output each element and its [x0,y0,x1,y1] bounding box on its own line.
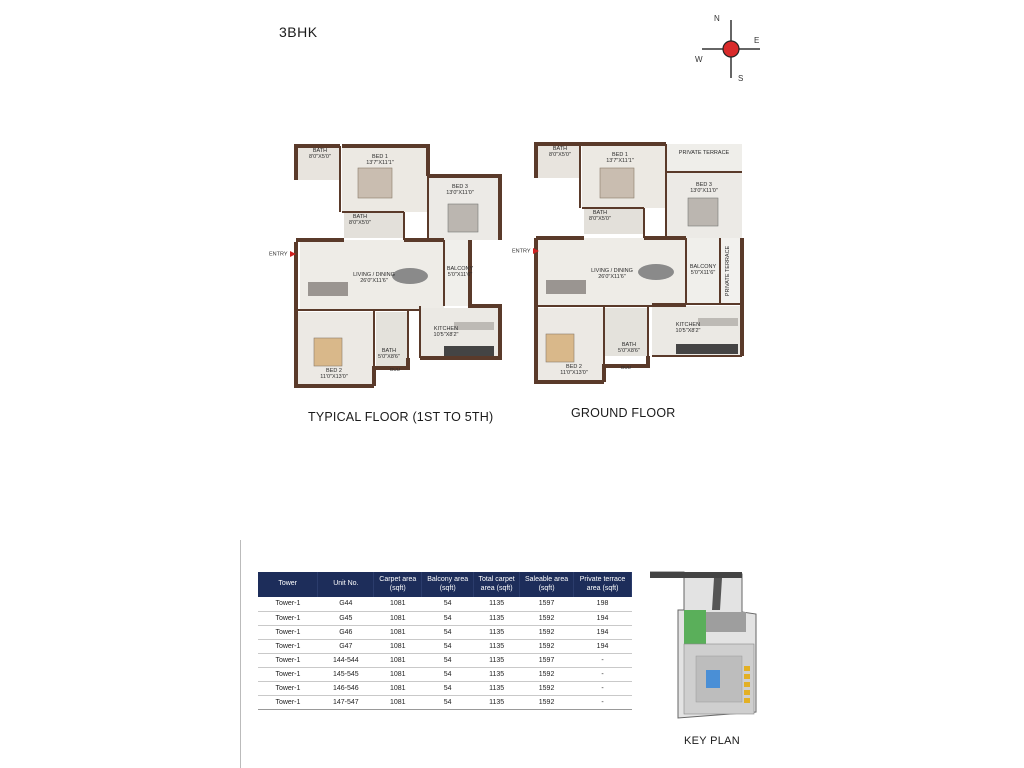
table-cell: 1592 [520,667,574,681]
room-label: PRIVATE TERRACE [725,245,731,297]
table-cell: 54 [422,639,474,653]
table-cell: 1135 [474,597,520,611]
room-label: BATH [621,342,637,348]
table-row [258,611,632,625]
room-dimension: 10'5"X8'2" [433,332,459,338]
room-label: BATH [381,348,397,354]
room-dimension: 5'0"X8'6" [618,348,640,354]
table-header: Unit No. [318,572,374,597]
room-dimension: 26'0"X11'6" [598,274,626,280]
table-cell: Tower-1 [258,611,318,625]
room-dimension: 13'7"X11'1" [366,160,394,166]
duct-label: DUU [390,367,400,372]
page-title: 3BHK [279,24,318,40]
table-cell: Tower-1 [258,681,318,695]
table-cell: 54 [422,625,474,639]
room-dimension: 11'0"X13'0" [320,374,348,380]
entry-label: ENTRY [269,251,288,258]
room-label: BALCONY [689,264,717,270]
table-cell: - [574,667,632,681]
table-header: Private terrace area (sqft) [574,572,632,597]
room-label: BATH [552,146,568,152]
room-dimension: 11'0"X13'0" [560,370,588,376]
table-row [258,695,632,709]
room-label: BED 2 [326,368,342,374]
table-cell: - [574,653,632,667]
room-label: BALCONY [446,266,474,272]
table-cell: 194 [574,639,632,653]
room-label: BATH [592,210,608,216]
table-cell: 1135 [474,611,520,625]
typical-floor-caption: TYPICAL FLOOR (1ST TO 5TH) [308,410,494,424]
room-dimension: 5'0"X11'6" [447,272,473,278]
table-cell: 1081 [374,681,422,695]
table-cell: 54 [422,653,474,667]
table-cell: Tower-1 [258,597,318,611]
table-cell: 54 [422,597,474,611]
room-label: BED 1 [612,152,628,158]
typical-floor-plan [294,142,502,392]
table-cell: 54 [422,681,474,695]
table-cell: 1592 [520,695,574,709]
room-label: LIVING / DINING [353,272,395,278]
room-label: PRIVATE TERRACE [678,150,730,156]
table-row [258,625,632,639]
table-cell: 1135 [474,653,520,667]
divider [240,540,241,768]
room-dimension: 8'0"X5'0" [589,216,611,222]
room-dimension: 13'7"X11'1" [606,158,634,164]
entry-label: ENTRY [512,248,531,255]
compass-north-label: N [714,14,720,23]
compass-east-label: E [754,36,760,45]
ground-entry-marker [512,248,539,254]
table-cell: 1081 [374,625,422,639]
table-cell: 198 [574,597,632,611]
room-label: BED 2 [566,364,582,370]
table-cell: 1592 [520,639,574,653]
table-cell: 1135 [474,625,520,639]
table-row [258,653,632,667]
table-row [258,597,632,611]
table-cell: 147-547 [318,695,374,709]
table-cell: 1592 [520,625,574,639]
table-cell: - [574,695,632,709]
table-cell: G47 [318,639,374,653]
table-header: Balcony area (sqft) [422,572,474,597]
room-label: BED 1 [372,154,388,160]
table-row [258,681,632,695]
entry-arrow-icon [533,248,539,254]
table-cell: G45 [318,611,374,625]
table-cell: 144-544 [318,653,374,667]
table-cell: 145-545 [318,667,374,681]
table-cell: 194 [574,611,632,625]
table-cell: 1135 [474,681,520,695]
room-dimension: 8'0"X5'0" [349,220,371,226]
ground-floor-caption: GROUND FLOOR [571,406,676,420]
table-cell: 1081 [374,611,422,625]
table-cell: 1592 [520,611,574,625]
table-cell: Tower-1 [258,653,318,667]
table-cell: 54 [422,667,474,681]
table-cell: 1081 [374,653,422,667]
table-cell: 1597 [520,653,574,667]
table-cell: 146-546 [318,681,374,695]
table-cell: 1081 [374,639,422,653]
room-label: BATH [312,148,328,154]
room-dimension: 13'0"X11'0" [446,190,474,196]
room-label: KITCHEN [675,322,701,328]
room-dimension: 5'0"X11'6" [690,270,716,276]
table-cell: 1081 [374,597,422,611]
table-cell: 194 [574,625,632,639]
table-cell: 1597 [520,597,574,611]
table-cell: 1135 [474,639,520,653]
table-cell: Tower-1 [258,625,318,639]
room-label: BED 3 [452,184,468,190]
typical-entry-marker [269,251,296,257]
duct-label: DUU [621,365,631,370]
room-dimension: 10'5"X8'2" [675,328,701,334]
table-row [258,667,632,681]
table-cell: G44 [318,597,374,611]
compass-west-label: W [695,55,703,64]
room-label: BED 3 [696,182,712,188]
room-label: KITCHEN [433,326,459,332]
table-header: Total carpet area (sqft) [474,572,520,597]
compass-rose [694,12,768,86]
key-plan-map [648,570,764,728]
table-cell: Tower-1 [258,667,318,681]
room-dimension: 5'0"X8'6" [378,354,400,360]
table-cell: 1081 [374,695,422,709]
room-dimension: 26'0"X11'6" [360,278,388,284]
compass-icon [694,12,768,86]
entry-arrow-icon [290,251,296,257]
table-header: Carpet area (sqft) [374,572,422,597]
room-label: BATH [352,214,368,220]
area-table [258,572,632,710]
table-header: Tower [258,572,318,597]
table-cell: 1135 [474,695,520,709]
room-dimension: 8'0"X5'0" [309,154,331,160]
table-cell: Tower-1 [258,639,318,653]
table-header: Saleable area (sqft) [520,572,574,597]
table-cell: G46 [318,625,374,639]
table-cell: - [574,681,632,695]
table-cell: 1592 [520,681,574,695]
table-cell: 1081 [374,667,422,681]
table-header-row [258,572,632,597]
table-cell: 1135 [474,667,520,681]
ground-floor-plan [534,140,744,384]
key-plan-caption: KEY PLAN [684,735,741,747]
table-cell: 54 [422,695,474,709]
compass-south-label: S [738,74,744,83]
table-cell: Tower-1 [258,695,318,709]
room-dimension: 13'0"X11'0" [690,188,718,194]
table-row [258,639,632,653]
room-label: LIVING / DINING [591,268,633,274]
room-dimension: 8'0"X5'0" [549,152,571,158]
table-cell: 54 [422,611,474,625]
